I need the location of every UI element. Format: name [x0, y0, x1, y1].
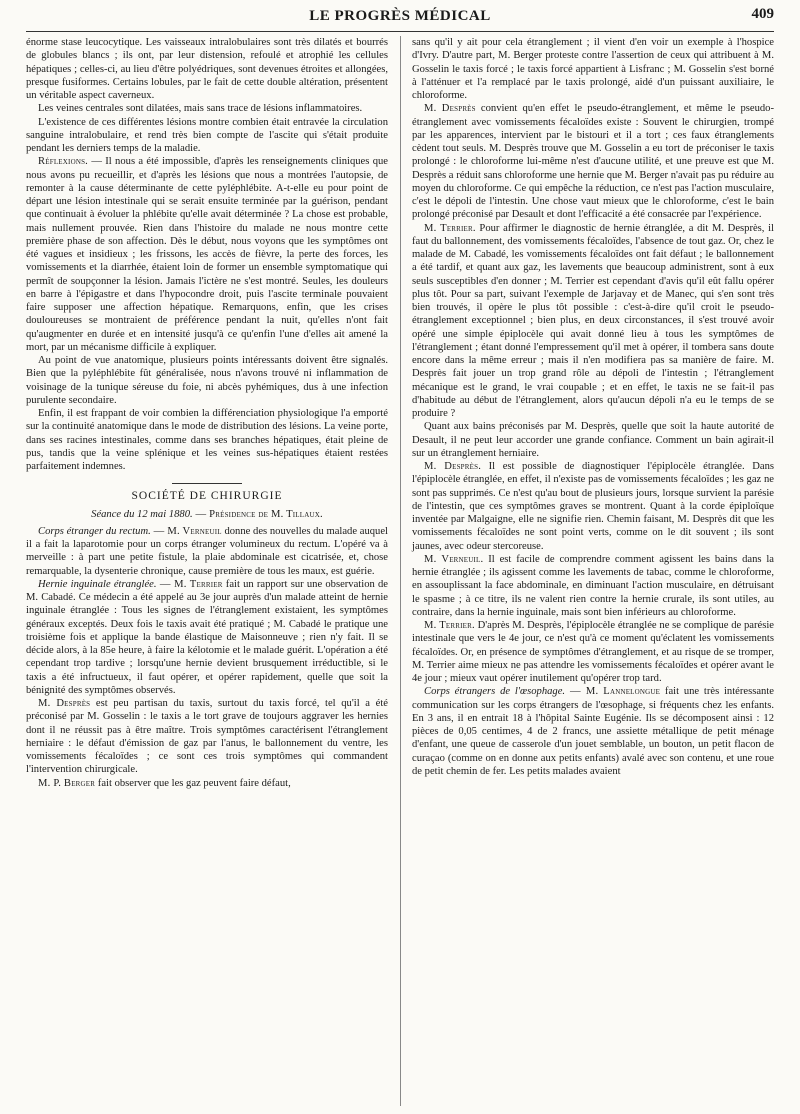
paragraph: [26, 777, 388, 790]
running-title: LE PROGRÈS MÉDICAL: [309, 8, 491, 24]
page-header: [26, 0, 774, 36]
paragraph-text: convient qu'en effet le pseudo-étranglement, et même le pseudo-étranglement avec vomissements fécaloïdes existe : Souvent le chirurgien, trompé par les apparences, intervient par le bistouri et il a tort ; ces faux étranglements cèdent tout seuls. M. Desprès trouve que M. Gosselin a eu tort de préconiser le taxis prolongé : le chloroforme lui-même n'est d'aucune utilité, et une preuve est que M. Desprès a réduit sans chloroforme une hernie que M. Berger n'avait pas pu réduire au moyen du chloroforme. Ce qui empêche la réduction, ce n'est pas l'action musculaire, c'est le dépoli de l'intestin. Une chose vaut mieux que le chloroforme, c'est le bain prolongé préconisé par Desault et dont l'efficacité a été consacrée par l'expérience.: [412, 103, 774, 221]
paragraph: Quant aux bains préconisés par M. Desprès, quelle que soit la haute autorité de Desault, il ne peut leur accorder une grande confiance. Comment un bain agirait-il sur un étranglement herniaire.: [412, 421, 774, 459]
session-date: Séance du 12 mai 1880.: [91, 508, 193, 520]
section-divider: [172, 483, 242, 484]
paragraph-text: fait un rapport sur une observation de M. Cabadé. Ce médecin a été appelé au 3e jour auprès d'un malade atteint de hernie inguinale étranglée : Tous les signes de l'étranglement existaient, les symptômes généraux exceptés. Deux fois le taxis avait été pratiqué ; M. Cabadé le pratique une troisième fois et applique la bande élastique de Maisonneuve ; rien n'y fait. Il se décide alors, à la 85e heure, à faire la kélotomie et le malade guérit. L'opération a été cependant trop tardive ; lorsqu'une hernie devient brusquement irréductible, si le taxis a été infructueux, il faut opérer, et opérer rapidement, quelle que soit la bénignité des symptômes observés.: [26, 578, 388, 696]
paragraph: [412, 619, 774, 685]
paragraph: Au point de vue anatomique, plusieurs points intéressants doivent être signalés. Bien que la pyléphlébite fût généralisée, nous n'avons trouvé ni inflammation de voisinage de la tunique séreuse du foie, ni abcès pyhémiques, dus à une infection purulente secondaire.: [26, 355, 388, 406]
speaker-name: M. Desprès: [424, 103, 476, 115]
header-rule: [26, 31, 774, 32]
speaker-name: M. P. Berger: [38, 777, 96, 789]
paragraph: [26, 525, 388, 578]
paragraph: [26, 697, 388, 777]
paragraph: L'existence de ces différentes lésions montre combien était entravée la circulation sanguine intralobulaire, et rend très bien compte de l'ascite qui s'était produite pendant les derniers temps de la maladie.: [26, 116, 388, 154]
paragraph: [412, 553, 774, 619]
session-line: [26, 508, 388, 521]
paragraph-text: Pour affirmer le diagnostic de hernie étranglée, a dit M. Desprès, il faut du ballonnement, des vomissements fécaloïdes, l'absence de tout gaz. Or, chez le malade de M. Cabadé, les vomissements fécaloïdes ont fait défaut ; le ballonnement a été tardif, et quant aux gaz, les lavements que beaucoup administrent, sont à eux seuls susceptibles d'en donner ; M. Terrier est cependant d'avis qu'il eût fallu opérer plus tôt. Pour sa part, suivant l'exemple de Jarjavay et de Manec, qui s'en sont très bien trouvés, il opère le plus tôt possible : c'est-à-dire qu'il croit le pseudo-étranglement exceptionnel ; bien plus, en deux circonstances, il s'est trouvé avoir opéré une simple épiplocèle qui avait donné lieu à tous les symptômes de l'étranglement ; étant donné l'empressement qu'il met à opérer, il tombera sans doute encore dans la même erreur ; mais il n'en modifiera pas sa manière de faire. M. Desprès fait jouer un trop grand rôle au dépoli de l'intestin ; l'étranglement mécanique est le grand, le vrai coupable ; et en effet, le taxis ne se fait-il pas d'habitude au début de l'étranglement, alors qu'aucun dépoli n'a eu le temps de se produire ?: [412, 222, 775, 419]
reflexions-heading: Réflexions.: [38, 156, 89, 168]
columns: [26, 36, 774, 1106]
paragraph: [26, 578, 388, 697]
paragraph-text: fait observer que les gaz peuvent faire défaut,: [95, 777, 291, 789]
topic-title: Hernie inguinale étranglée.: [38, 578, 157, 590]
speaker-name: M. Desprès: [38, 698, 91, 709]
page-number: 409: [751, 6, 774, 22]
speaker-name: — M. Terrier: [156, 578, 223, 590]
paragraph-text: Il est facile de comprendre comment agissent les bains dans la hernie étranglée ; ils agissent comme les lavements de tabac, comme le chloroforme, en assouplissant la face abdominale, en diminuant l'action musculaire, en détruisant le spasme ; à ce titre, ils ne valent rien contre la hernie crurale, ils sont utiles, au contraire, dans la hernie inguinale, mais sont bien inférieurs au chloroforme.: [412, 553, 774, 618]
paragraph: sans qu'il y ait pour cela étranglement ; il vient d'en voir un exemple à l'hospice d'Ivry. D'autre part, M. Berger proteste contre l'assertion de ceux qui attribuent à M. Gosselin le taxis forcé ; le taxis forcé appartient à Lisfranc ; M. Gosselin s'est borné à l'atténuer et l'a remplacé par le taxis prolongé, aidé d'un puissant auxiliaire, le chloroforme.: [412, 37, 774, 101]
session-presidency: — Présidence de M. Tillaux.: [192, 508, 323, 520]
speaker-name: M. Verneuil.: [424, 553, 484, 565]
paragraph: [412, 222, 774, 421]
paragraph-text: fait une très intéressante communication sur les corps étrangers de l'œsophage, si fréquents chez les enfants. En 3 ans, il en entrait 18 à l'hôpital Sainte Eugénie. Ils se décomposent ainsi : 12 pièces de 0,05 centimes, 4 de 2 francs, une assiette métallique de petit ménage d'enfant, une queue de casserole d'un jouet semblable, un bouton, un petit flacon de curaçao (comme on en donne aux petits enfants) avalé avec son contenu, et une roue de petit chemin de fer. Les petits malades avaient: [412, 686, 774, 777]
left-column: [26, 36, 388, 1106]
paragraph-text: — Il nous a été impossible, d'après les renseignements cliniques que nous avons pu recueillir, et d'après les lésions que nous a montrées l'autopsie, de remonter à la cause déterminante de cette pyléphlébite. A-t-elle eu pour point de départ une lésion intestinale qui se serait ensuite terminée par la guérison, pendant que continuait à évoluer la phlébite qu'elle avait déterminée ? La chose est probable, mais nullement prouvée. Rien dans l'histoire du malade ne nous montre cette première phase de son affection. Dès le début, nous voyons que les symptômes ont été vagues et insidieux ; les frissons, les accès de fièvre, la perte des forces, les vomissements et la diarrhée, étaient loin de former un ensemble symptomatique qui permît de soupçonner la lésion. Jamais l'ictère ne s'est montré. Seules, les douleurs en barre à l'épigastre et dans l'hypocondre droit, puis l'ascite terminale pouvaient faire supposer une affection hépatique. Remarquons, enfin, que les crises douloureuses se montraient de préférence pendant la nuit, qu'elles n'ont fait qu'augmenter en durée et en intensité jusqu'à ce qu'enfin l'une d'elles ait amené la mort, par un mécanisme difficile à expliquer.: [26, 156, 388, 353]
paragraph: [26, 155, 388, 354]
paragraph-text: Il est possible de diagnostiquer l'épiplocèle étranglée. Dans l'épiplocèle étranglée, en effet, il n'existe pas de vomissements fécaloïdes ; les gaz ne sont pas supprimés. Ce n'est qu'au bout de plusieurs jours, lorsque survient la parésie de l'intestin, que ces symptômes graves se montrent. Quant à la corde épiploïque inventée par Malgaigne, elle ne signifie rien. Chemin faisant, M. Desprès dit que les vomissements fécaloïdes ne sont point verts, comme on le dit souvent ; ils sont jaunes, avec odeur stercoreuse.: [412, 461, 774, 552]
paragraph: [412, 460, 774, 553]
paragraph: [412, 102, 774, 221]
speaker-name: — M. Verneuil: [150, 525, 222, 537]
section-title: SOCIÉTÉ DE CHIRURGIE: [131, 490, 283, 503]
paragraph: Enfin, il est frappant de voir combien la différenciation physiologique l'a emporté sur la continuité anatomique dans le mode de distribution des lésions. La veine porte, dans ses racines intestinales, comme dans ses branches hépatiques, était pleine de pus, tandis que la veine splénique et les veines sus-hépatiques étaient restées parfaitement indemnes.: [26, 408, 388, 472]
column-divider: [400, 36, 401, 1106]
topic-title: Corps étrangers de l'œsophage.: [424, 686, 566, 698]
speaker-name: M. Terrier.: [424, 620, 475, 631]
paragraph: énorme stase leucocytique. Les vaisseaux intralobulaires sont très dilatés et bourrés de globules blancs ; ils ont, par leur distension, refoulé et atrophié les cellules hépatiques ; celles-ci, au lieu d'être polyédriques, sont devenues étroites et allongées, presque fusiformes. Certains lobules, par le fait de cette double altération, présentent un véritable aspect caverneux.: [26, 37, 388, 101]
paragraph-text: D'après M. Desprès, l'épiplocèle étranglée ne se complique de parésie intestinale que vers le 4e jour, ce n'est qu'à ce moment qu'éclatent les vomissements fécaloïdes. Or, en présence de symptômes d'étranglement, et au risque de se tromper, M. Terrier aime mieux ne pas attendre les vomissements fécaloïdes et opérer avant le 4e jour ; mieux vaut opérer inutilement qu'opérer trop tard.: [412, 620, 774, 684]
paragraph-text: donne des nouvelles du malade auquel il a fait la laparotomie pour un corps étranger volumineux du rectum. L'opéré va à merveille : à part une petite fistule, la plaie abdominale est cicatrisée, et, chose remarquable, la dysenterie chronique, cause première de tous les maux, est guérie.: [26, 525, 388, 577]
paragraph: [412, 685, 774, 778]
topic-title: Corps étranger du rectum.: [38, 525, 151, 537]
speaker-name: — M. Lannelongue: [565, 686, 661, 698]
paragraph-text: est peu partisan du taxis, surtout du taxis forcé, tel qu'il a été préconisé par M. Gosselin : le taxis a le tort grave de toujours aggraver les hernies dont il ne réussit pas à être maître. Trois symptômes caractérisent l'étranglement herniaire : le défaut d'émission de gaz par l'anus, le ballonnement du ventre, les vomissements fécaloïdes ; ce sont ces trois symptômes qui commandent l'intervention chirurgicale.: [26, 698, 388, 776]
speaker-name: M. Terrier.: [424, 222, 476, 234]
paragraph: Les veines centrales sont dilatées, mais sans trace de lésions inflammatoires.: [38, 103, 363, 115]
right-column: [412, 36, 774, 1106]
speaker-name: M. Desprès.: [424, 461, 482, 472]
